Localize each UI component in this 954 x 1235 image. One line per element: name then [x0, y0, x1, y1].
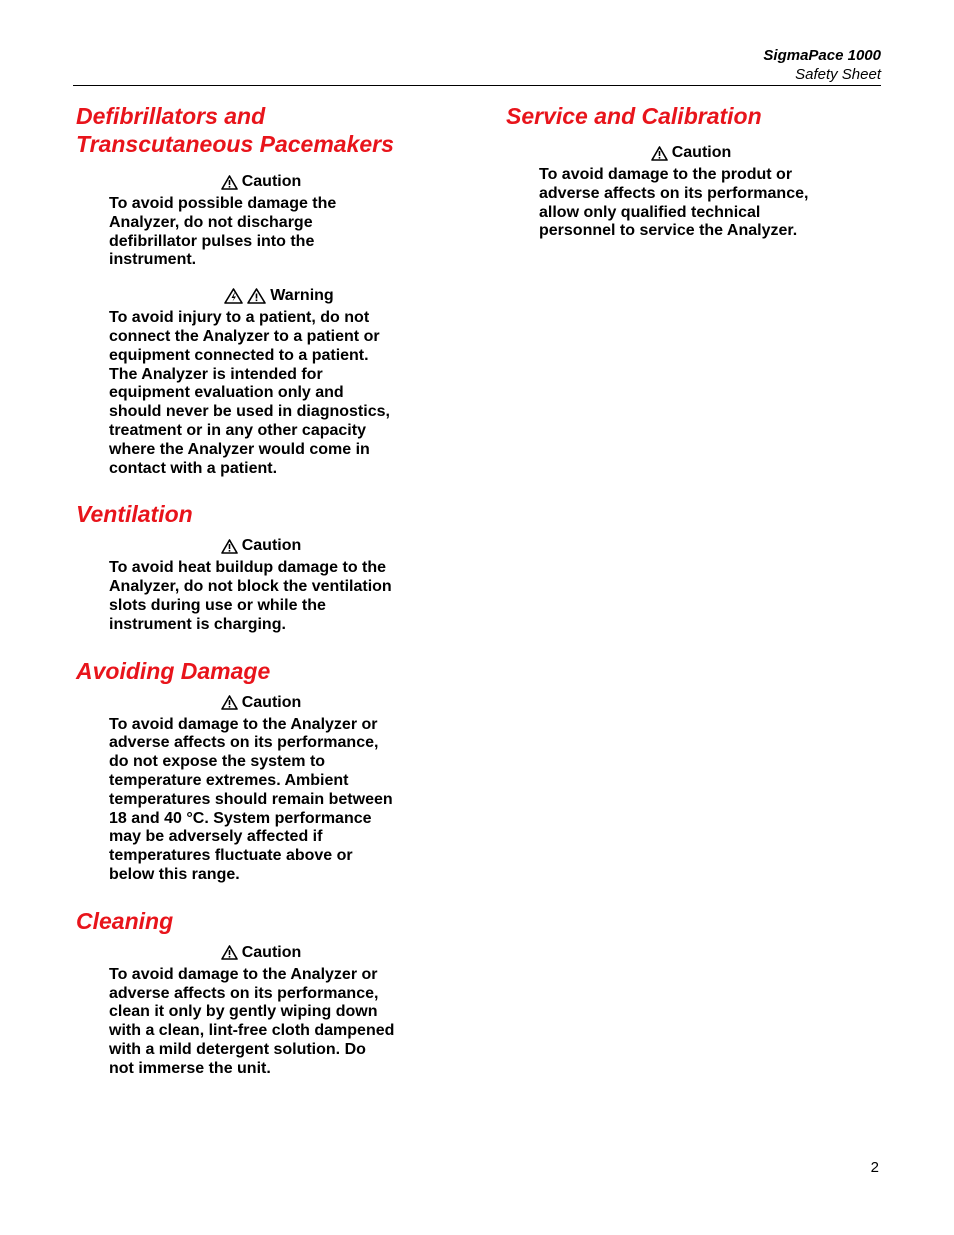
- warning-triangle-icon: [221, 945, 238, 960]
- section-service-calibration: [506, 102, 866, 241]
- left-column: [76, 102, 436, 1079]
- section-avoiding-damage: [76, 657, 436, 885]
- header-rule: [73, 85, 881, 86]
- caution-heading: [108, 172, 414, 192]
- section-title-ventilation: Ventilation: [76, 501, 193, 528]
- warning-triangle-icon: [221, 175, 238, 190]
- section-title-service-calibration: Service and Calibration: [506, 103, 762, 129]
- caution-label: Caution: [241, 173, 302, 190]
- electric-shock-triangle-icon: [224, 288, 243, 304]
- warning-label: Warning: [270, 287, 334, 305]
- section-title-defibrillators: Defibrillators and Transcutaneous Pacemakers: [76, 103, 394, 157]
- caution-text: To avoid heat buildup damage to the Analyzer, do not block the ventilation slots during use or while the instrument is charging.: [109, 559, 392, 633]
- warning-text: To avoid injury to a patient, do not connect the Analyzer to a patient or equipment connected to a patient. The Analyzer is intended for equipment evaluation only and should never be used in diagnostics, treatment or in any other capacity where the Analyzer would come in contact with a patient.: [109, 309, 390, 477]
- section-defibrillators: [76, 102, 436, 478]
- header-product: SigmaPace 1000: [763, 47, 881, 64]
- caution-heading: [108, 943, 414, 963]
- section-ventilation: [76, 500, 436, 634]
- warning-triangle-icon: [247, 288, 266, 304]
- header-subtitle: Safety Sheet: [795, 66, 881, 83]
- caution-text: To avoid possible damage the Analyzer, do not discharge defibrillator pulses into the instrument.: [109, 195, 337, 269]
- section-title-cleaning: Cleaning: [76, 907, 174, 934]
- warning-triangle-icon: [221, 695, 238, 710]
- caution-label: Caution: [241, 943, 302, 961]
- page-number: 2: [870, 1159, 879, 1176]
- caution-text: To avoid damage to the Analyzer or adverse affects on its performance, clean it only by gently wiping down with a clean, lint-free cloth dampened with a mild detergent solution. Do not immerse the unit.: [109, 965, 395, 1077]
- caution-label: Caution: [241, 537, 302, 555]
- section-title-avoiding-damage: Avoiding Damage: [76, 657, 271, 684]
- caution-label: Caution: [671, 144, 732, 161]
- warning-triangle-icon: [221, 539, 238, 554]
- section-cleaning: [76, 907, 436, 1079]
- right-column: [506, 102, 866, 241]
- caution-label: Caution: [241, 693, 302, 711]
- caution-text: To avoid damage to the produt or adverse affects on its performance, allow only qualified technical personnel to service the Analyzer.: [539, 166, 809, 240]
- warning-heading: [126, 286, 432, 306]
- caution-heading: [108, 536, 414, 556]
- caution-text: To avoid damage to the Analyzer or adverse affects on its performance, do not expose the system to temperature extremes. Ambient temperatures should remain between 18 and 40 °C. System performance may be adversely affected if temperatures fluctuate above or below this range.: [109, 715, 393, 883]
- caution-heading: [538, 143, 844, 163]
- warning-triangle-icon: [651, 146, 668, 161]
- caution-heading: [108, 693, 414, 713]
